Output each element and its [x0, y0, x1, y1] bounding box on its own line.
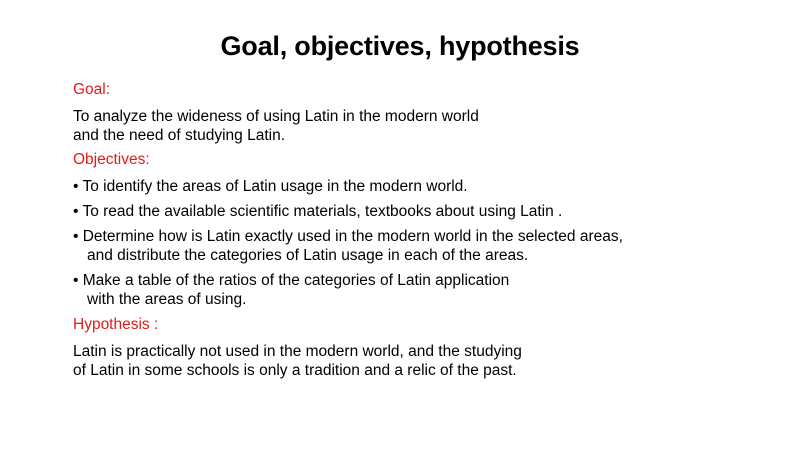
objective-item — [73, 227, 773, 265]
objective-line: • To read the available scientific materials, textbooks about using Latin . — [73, 203, 563, 220]
goal-heading: Goal: — [73, 81, 111, 98]
objective-item — [73, 202, 773, 221]
slide-body — [73, 80, 773, 385]
slide-title: Goal, objectives, hypothesis — [220, 31, 580, 61]
objective-item — [73, 177, 773, 196]
objective-line: • Make a table of the ratios of the categories of Latin application — [73, 272, 510, 289]
objective-item — [73, 271, 773, 309]
objective-line: and distribute the categories of Latin usage in each of the areas. — [87, 247, 529, 264]
objective-line: with the areas of using. — [87, 291, 247, 308]
hypothesis-line: of Latin in some schools is only a tradition and a relic of the past. — [73, 362, 517, 379]
goal-line: and the need of studying Latin. — [73, 127, 285, 144]
objective-line: • Determine how is Latin exactly used in the modern world in the selected areas, — [73, 228, 623, 245]
goal-line: To analyze the wideness of using Latin in the modern world — [73, 108, 479, 125]
objective-line: • To identify the areas of Latin usage in the modern world. — [73, 178, 468, 195]
hypothesis-heading: Hypothesis : — [73, 316, 159, 333]
hypothesis-text — [73, 342, 773, 380]
goal-text — [73, 107, 773, 145]
hypothesis-line: Latin is practically not used in the modern world, and the studying — [73, 343, 522, 360]
objectives-heading: Objectives: — [73, 151, 150, 168]
